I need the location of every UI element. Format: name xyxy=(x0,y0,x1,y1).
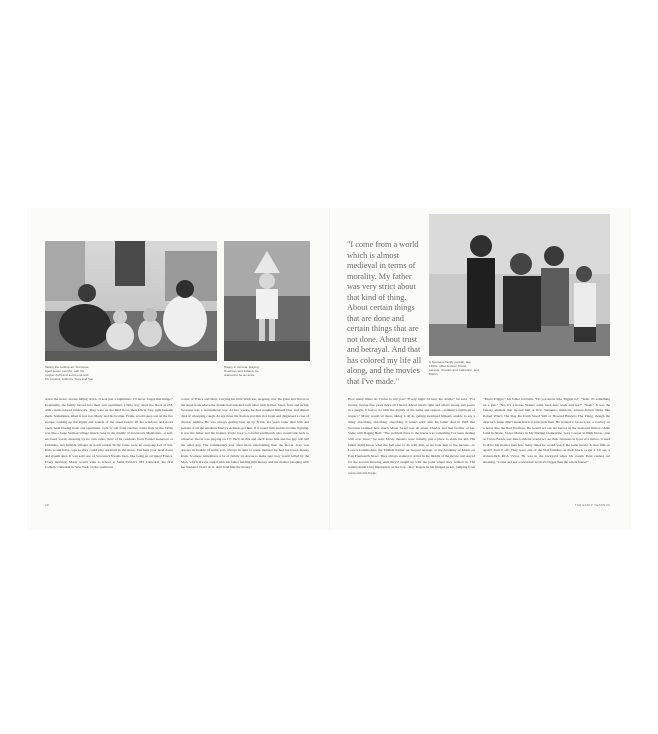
body-column-2: corner of Prince and Mott, carrying his little briefcase, stepping over the glass and blood on the street from where the drunks had attacked each other with bottles. Short, frail, and sickly, Scorsese was a neurasthenic boy. At two weeks, he had coughed himself blue and almost died of whooping cough. At age three the doctors put him in a room and diagnosed a case of chronic asthma. He was always getting beat up by Frank, six years older than him and jealous of all the attention Marty's sickness got him. If it wasn't him and his brother fighting, it was his father and his brother. Uncle Joey, a colorful loudmouth who would talk back to whatever movie was playing on TV: He'll do this and she'll leave him and the guy will kill the other guy. The commentary was often more entertaining than the movie. Joey was always in trouble of some sort, always in debt to some mobster he had borrowed money from. Scorsese remembers a lot of family sit-downs to make sure Joey wasn't killed by the Mob, which always ended with his father lending him money and his mother pleading with her husband. Don't do it, don't lend him the money! xyxy=(181,397,309,470)
caption-feathers: Happy in Corona: playing Cowboys and Indians, he claimed to be an actor. xyxy=(224,365,259,377)
caption-rooftop: Taking the rooftop air, Scorsese, aged seven months, with his mother (left) and aunt Lena and his cousins, Anthony, Tony and Sal xyxy=(45,365,93,381)
body-column-4: "That's Trigger," his father told him. "Do you know who Trigger is?" "Yeah, it's something on a gun." "No, it's a horse. Wanna come back next week and see?" "Yeah." It was the fantasy element that moved him at first. Westerns, musicals, science-fiction flicks like Robert Wise's The Day the Earth Stood Still or Howard Hawks's The Thing, though the director's name didn't mean much to him back then. He wanted to be an actor, a cowboy on a horse like the Red Wolfcon. He would act out his heroes in the bedroom mirror—Alan Ladd in Shane, Victor Mature in My Darling Clementine, Gary Cooper in High Noon—just as Travis Bickle and Jake LaMotta would act out their fantasies in front of a mirror. It used to drive his mother nuts how many times he would watch the same movie. Is that film on again? Turn it off! They were one of the first families on their block to get a TV set, a sixteen-inch RCA Victor. He was in the backyard when his cousin Peter rushed out shouting, "Come and see a television set that's bigger than the whole house!" xyxy=(483,397,610,464)
folio-right: THE EARLY YEARS 29 xyxy=(574,503,610,507)
photo-family-portrait xyxy=(429,214,610,356)
folio-left: 28 xyxy=(45,503,49,507)
body-column-3: How many times do I have to tell you? "Every night I'd hear the drama," he said. "For twenty, twenty-five years that's all I heard. About what's right and what's wrong and you're in a jungle. It had to do with the dignity of the name and respect—walking a tightrope of respect." Marty would sit there, taking it all in, getting swamped himself, unable to say a thing: absorbing, absorbing, absorbing. It wasn't until after his father died in 1993 that Scorsese realized how much Moon Street was all about Charles and that brother of his. Same with Raging Bull: "The problem there is the house was something I've been dealing with ever since," he said. Movie theaters were initially just a place to stash the kid. His father didn't know what the hell else to do with him, so he took him to the movies—to Loew's Commodore, the Yiddish theater on Second Avenue, or the Academy of Music on East Fourteenth Street. They always wanted to arrive in the middle of the movie, and stayed for the second showing until they'd caught up with the point where they walked in. The trailers made a big impression on the boy—Roy Rogers in his fringed jacket, jumping from a tree onto his horse. xyxy=(348,397,475,476)
body-column-1: down the street, stories falling down. It was just a nightmare. I'll never forget that image." Eventually, the family moved into their own apartment, a little way down the block at 253, with cream-colored brickwork. They were on the third floor, their Uncle Joey right beneath them. Sometimes, when it was hot, Marty and his brother, Frank, would sleep out on the fire escape, soaking up the sights and sounds of the street below, all the windows and doors open, Aida blaring from one apartment, rock 'n' roll from another. Little Italy in the 1950s was like a large Sicilian village smack bang in the middle of downtown Manhattan—a self-enclosed world, meaning by its own rules, most of its residents from Polizzi Generosa or Cimmina, two hillside villages in north central Sicily. Guns were an everyday fact of life. Kids would bribe cops so they could play stickball in the street. You kept your head down and mouth shut. It was said one of Scorsese's friends later, like being in occupied France. Every morning, Marty would walk to school at Saint Patrick's Old Cathedral, the first Catholic cathedral in New York, on the southwest xyxy=(45,397,173,470)
book-gutter xyxy=(329,208,330,530)
caption-family: A Scorsese family portrait, late 1940s: older brother, Frank, parents, Charles and Catherine, and Martin. xyxy=(429,360,479,376)
pull-quote: "I come from a world which is almost medieval in terms of morality. My father was very strict about that kind of thing. About certain things that are done and certain things that are not done. About trust and betrayal. And that has colored my life all along, and the movies that I've made." xyxy=(347,240,422,386)
photo-rooftop-family xyxy=(45,241,217,361)
photo-child-feathers xyxy=(224,241,310,361)
